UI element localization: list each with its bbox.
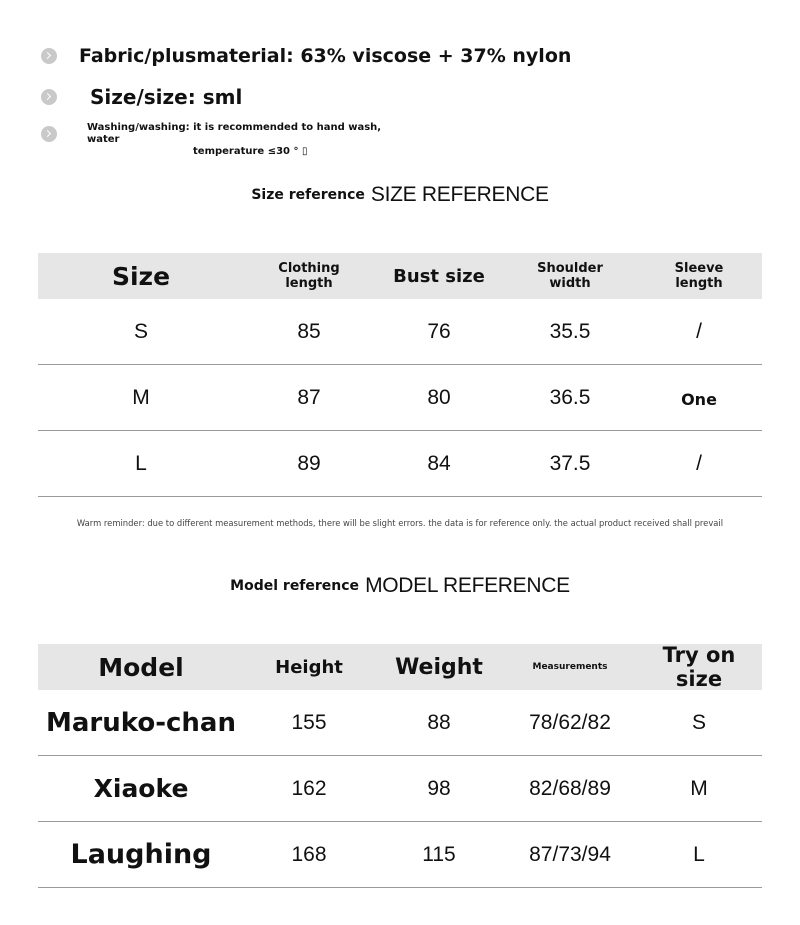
header-try-on-size: Try on size [662, 643, 736, 691]
header-clothing-length-line2: length [285, 276, 333, 291]
header-shoulder-width-line2: width [549, 276, 591, 291]
table-row [38, 822, 762, 888]
header-clothing-length [244, 261, 374, 291]
table-row [38, 756, 762, 822]
header-sleeve-length-line2: length [675, 276, 723, 291]
spec-size-text: Size/size: sml [90, 85, 243, 109]
spec-washing-text [87, 122, 417, 158]
size-reference-title-large: SIZE REFERENCE [370, 183, 549, 206]
cell-try-on-size: S [691, 710, 706, 734]
spec-fabric [41, 45, 571, 67]
table-row [38, 431, 762, 497]
cell-shoulder: 37.5 [549, 451, 591, 475]
header-height: Height [275, 656, 343, 678]
spec-size [41, 85, 242, 109]
size-reference-title-small: Size reference [251, 187, 365, 203]
spec-washing-line2: temperature ≤30 ° ▯ [193, 146, 308, 157]
cell-bust: 80 [427, 385, 451, 409]
cell-height: 168 [291, 842, 327, 866]
header-shoulder-width-line1: Shoulder [537, 261, 603, 276]
header-shoulder-width [504, 261, 636, 291]
warm-reminder: Warm reminder: due to different measurement methods, there will be slight errors. the data is for reference only. the actual product received shall prevail [76, 518, 724, 528]
header-bust-size: Bust size [393, 265, 485, 287]
header-size: Size [111, 261, 171, 291]
table-row [38, 299, 762, 365]
cell-sleeve: One [681, 390, 717, 409]
cell-height: 162 [291, 776, 327, 800]
cell-sleeve: / [696, 451, 702, 475]
cell-model-name: Laughing [70, 839, 212, 870]
spec-washing [41, 122, 417, 158]
spec-fabric-text: Fabric/plusmaterial: 63% viscose + 37% nylon [79, 45, 572, 67]
cell-measurements: 82/68/89 [529, 776, 611, 800]
size-reference-title [0, 183, 800, 207]
cell-height: 155 [291, 710, 327, 734]
cell-measurements: 87/73/94 [529, 842, 611, 866]
model-table [38, 644, 762, 888]
cell-clothing-length: 85 [297, 319, 321, 343]
cell-try-on-size: M [690, 776, 708, 800]
cell-shoulder: 36.5 [549, 385, 591, 409]
header-sleeve-length [636, 261, 762, 291]
size-table-header [38, 253, 762, 299]
header-sleeve-length-line1: Sleeve [674, 261, 724, 276]
cell-try-on-size: L [693, 842, 705, 866]
cell-shoulder: 35.5 [549, 319, 591, 343]
bullet-chevron-icon [41, 126, 57, 142]
cell-size: M [132, 385, 150, 409]
header-model: Model [98, 652, 184, 682]
table-row [38, 690, 762, 756]
model-reference-title-small: Model reference [230, 578, 360, 594]
model-reference-title [0, 574, 800, 598]
spec-washing-line1: Washing/washing: it is recommended to hand wash, water [87, 122, 382, 145]
bullet-chevron-icon [41, 89, 57, 105]
cell-sleeve: / [696, 319, 702, 343]
cell-model-name: Maruko-chan [46, 707, 236, 738]
cell-weight: 115 [422, 842, 456, 866]
cell-clothing-length: 87 [297, 385, 321, 409]
cell-size: L [135, 451, 147, 475]
bullet-chevron-icon [41, 48, 57, 64]
model-table-header [38, 644, 762, 690]
header-weight: Weight [395, 654, 483, 680]
size-table [38, 253, 762, 497]
cell-bust: 76 [427, 319, 451, 343]
header-clothing-length-line1: Clothing [278, 261, 340, 276]
header-measurements: Measurements [532, 662, 608, 672]
table-row [38, 365, 762, 431]
cell-weight: 98 [427, 776, 451, 800]
cell-clothing-length: 89 [297, 451, 321, 475]
cell-measurements: 78/62/82 [529, 710, 611, 734]
cell-size: S [133, 319, 148, 343]
cell-weight: 88 [427, 710, 451, 734]
cell-bust: 84 [427, 451, 451, 475]
model-reference-title-large: MODEL REFERENCE [365, 574, 570, 597]
cell-model-name: Xiaoke [93, 774, 189, 803]
